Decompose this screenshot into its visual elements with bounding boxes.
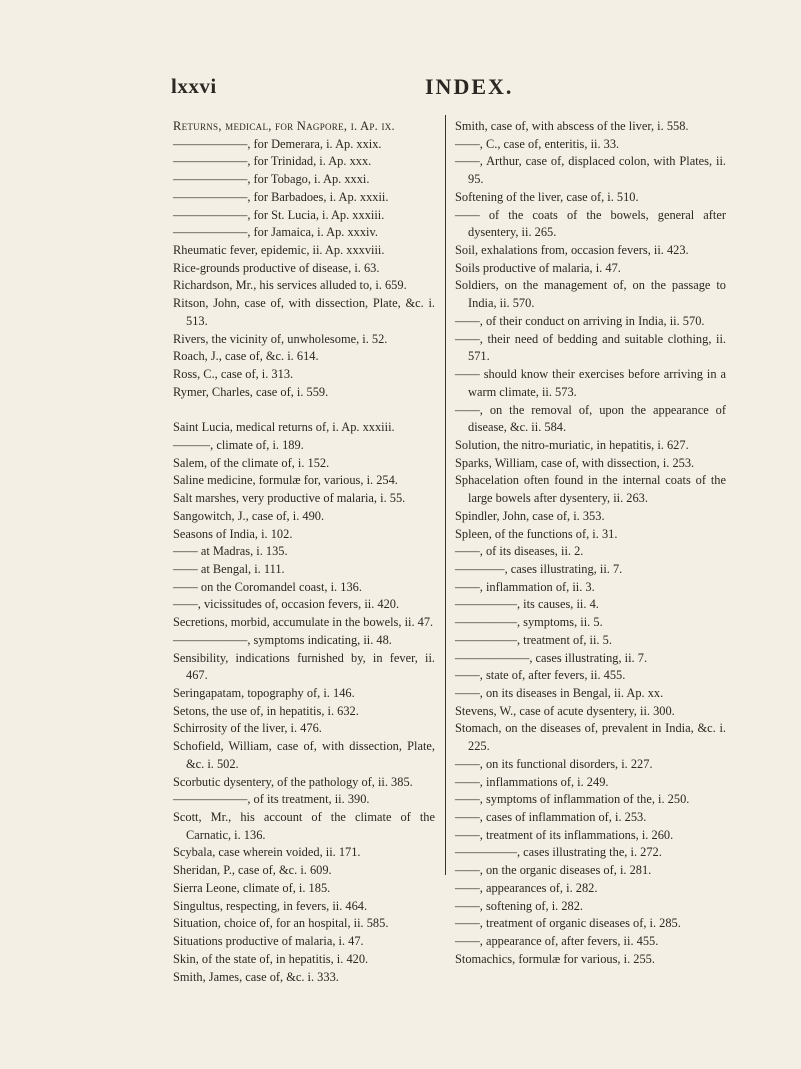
index-entry: Sheridan, P., case of, &c. i. 609. — [173, 863, 332, 878]
index-entry: Skin, of the state of, in hepatitis, i. 420. — [173, 951, 369, 966]
index-entry: ——, appearances of, i. 282. — [455, 880, 598, 895]
index-entry: Scott, Mr., his account of the climate of the Carnatic, i. 136. — [173, 810, 435, 842]
index-entry: —— on the Coromandel coast, i. 136. — [173, 579, 362, 594]
index-entry: Sangowitch, J., case of, i. 490. — [173, 508, 325, 523]
index-entry: —— should know their exercises before arriving in a warm climate, ii. 573. — [455, 367, 726, 399]
index-entry: ——, on its functional disorders, i. 227. — [455, 756, 653, 771]
index-entry: ——, appearance of, after fevers, ii. 455. — [455, 934, 659, 949]
index-entry: Soldiers, on the management of, on the passage to India, ii. 570. — [455, 278, 726, 311]
index-entry: —————, cases illustrating the, i. 272. — [455, 845, 662, 860]
index-entry: ——, treatment of organic diseases of, i. 285. — [455, 916, 681, 931]
index-entry: Smith, case of, with abscess of the liver, i. 558. — [455, 119, 689, 133]
index-entry: Singultus, respecting, in fevers, ii. 464. — [173, 898, 368, 913]
index-entry: —————, symptoms, ii. 5. — [455, 615, 603, 630]
index-entry: ——, their need of bedding and suitable clothing, ii. 571. — [455, 331, 726, 364]
index-entry: ——, Arthur, case of, displaced colon, with Plates, ii. 95. — [455, 154, 726, 187]
index-entry: Spindler, John, case of, i. 353. — [455, 508, 605, 523]
index-entry: Stevens, W., case of acute dysentery, ii. 300. — [455, 703, 675, 718]
index-entry: ——, of its diseases, ii. 2. — [455, 544, 584, 559]
index-entry: Situations productive of malaria, i. 47. — [173, 934, 364, 949]
index-entry: Spleen, of the functions of, i. 31. — [455, 526, 618, 541]
index-entry: ——————, symptoms indicating, ii. 48. — [173, 632, 392, 647]
index-entry: ———, climate of, i. 189. — [173, 437, 304, 452]
index-entry: ——————, for Trinidad, i. Ap. xxx. — [173, 154, 372, 169]
index-entry: ——, vicissitudes of, occasion fevers, ii. 420. — [173, 597, 400, 612]
index-entry: ——, symptoms of inflammation of the, i. 250. — [455, 792, 690, 807]
index-entry: ——————, for Barbadoes, i. Ap. xxxii. — [173, 189, 389, 204]
index-entry: Saint Lucia, medical returns of, i. Ap. xxxiii. — [173, 420, 395, 435]
index-entry: Sierra Leone, climate of, i. 185. — [173, 880, 331, 895]
index-entry: ——, softening of, i. 282. — [455, 898, 584, 913]
index-entry: Salt marshes, very productive of malaria, i. 55. — [173, 491, 406, 506]
index-entry: Soils productive of malaria, i. 47. — [455, 260, 621, 275]
index-entry: ——————, for St. Lucia, i. Ap. xxxiii. — [173, 207, 385, 222]
index-entry: ——, of their conduct on arriving in India, ii. 570. — [455, 313, 705, 328]
index-entry: —————, its causes, ii. 4. — [455, 597, 599, 612]
index-entry: Softening of the liver, case of, i. 510. — [455, 189, 639, 204]
index-entry: ——————, for Tobago, i. Ap. xxxi. — [173, 172, 370, 187]
index-column-left — [173, 118, 435, 986]
index-entry: Roach, J., case of, &c. i. 614. — [173, 349, 319, 364]
index-entry: Situation, choice of, for an hospital, ii. 585. — [173, 916, 389, 931]
index-entry: Schofield, William, case of, with dissection, Plate, &c. i. 502. — [173, 739, 435, 771]
index-entry: Setons, the use of, in hepatitis, i. 632. — [173, 703, 359, 718]
index-entry: —————, treatment of, ii. 5. — [455, 632, 612, 647]
index-entry: Rivers, the vicinity of, unwholesome, i. 52. — [173, 331, 388, 346]
index-entry: Rymer, Charles, case of, i. 559. — [173, 384, 329, 399]
index-entry: Sparks, William, case of, with dissection, i. 253. — [455, 455, 695, 470]
index-entry: Solution, the nitro-muriatic, in hepatitis, i. 627. — [455, 437, 689, 452]
index-entry: Stomach, on the diseases of, prevalent in India, &c. i. 225. — [455, 721, 726, 754]
index-entry: Secretions, morbid, accumulate in the bowels, ii. 47. — [173, 615, 434, 630]
index-entry: —— of the coats of the bowels, general after dysentery, ii. 265. — [455, 207, 726, 240]
index-entry: ——, state of, after fevers, ii. 455. — [455, 668, 626, 683]
index-entry: Ross, C., case of, i. 313. — [173, 367, 294, 382]
index-entry: ——————, for Demerara, i. Ap. xxix. — [173, 136, 382, 151]
section-gap — [173, 402, 435, 420]
index-entry: ————, cases illustrating, ii. 7. — [455, 561, 623, 576]
index-entry: Rice-grounds productive of disease, i. 63. — [173, 260, 380, 275]
page-number: lxxvi — [171, 74, 217, 98]
page-title: INDEX. — [425, 74, 514, 99]
index-entry: Returns, medical, for Nagpore, i. Ap. ix. — [173, 119, 395, 133]
index-entry: Seasons of India, i. 102. — [173, 526, 293, 541]
index-entry: Sphacelation often found in the internal coats of the large bowels after dysentery, ii. 263. — [455, 473, 726, 506]
index-entry: ——————, for Jamaica, i. Ap. xxxiv. — [173, 225, 378, 240]
index-entry: ——, C., case of, enteritis, ii. 33. — [455, 136, 620, 151]
index-entry: ——————, of its treatment, ii. 390. — [173, 792, 370, 807]
index-entry: ——, on the organic diseases of, i. 281. — [455, 863, 652, 878]
index-column-right — [455, 118, 726, 969]
index-entry: Saline medicine, formulæ for, various, i. 254. — [173, 473, 398, 488]
index-entry: ——, on its diseases in Bengal, ii. Ap. xx. — [455, 686, 664, 700]
index-entry: —— at Madras, i. 135. — [173, 544, 288, 559]
index-entry: Schirrosity of the liver, i. 476. — [173, 721, 322, 736]
index-entry: Salem, of the climate of, i. 152. — [173, 455, 330, 470]
index-entry: Stomachics, formulæ for various, i. 255. — [455, 951, 655, 966]
index-entry: Rheumatic fever, epidemic, ii. Ap. xxxviii. — [173, 243, 385, 258]
index-entry: Soil, exhalations from, occasion fevers, ii. 423. — [455, 243, 689, 258]
index-entry: Sensibility, indications furnished by, in fever, ii. 467. — [173, 650, 435, 683]
index-entry: ——, on the removal of, upon the appearance of disease, &c. ii. 584. — [455, 402, 726, 435]
index-entry: —— at Bengal, i. 111. — [173, 561, 285, 576]
index-entry: Richardson, Mr., his services alluded to, i. 659. — [173, 278, 407, 293]
index-entry: Smith, James, case of, &c. i. 333. — [173, 969, 339, 984]
index-entry: ——, inflammations of, i. 249. — [455, 774, 609, 789]
index-entry: ——, inflammation of, ii. 3. — [455, 579, 595, 594]
column-divider — [445, 115, 446, 875]
index-entry: Scybala, case wherein voided, ii. 171. — [173, 845, 361, 860]
index-entry: Seringapatam, topography of, i. 146. — [173, 686, 355, 700]
index-entry: ——, treatment of its inflammations, i. 260. — [455, 827, 674, 842]
index-entry: Scorbutic dysentery, of the pathology of, ii. 385. — [173, 774, 413, 789]
index-entry: ——, cases of inflammation of, i. 253. — [455, 810, 647, 825]
index-entry: ——————, cases illustrating, ii. 7. — [455, 650, 648, 665]
index-entry: Ritson, John, case of, with dissection, Plate, &c. i. 513. — [173, 296, 435, 328]
